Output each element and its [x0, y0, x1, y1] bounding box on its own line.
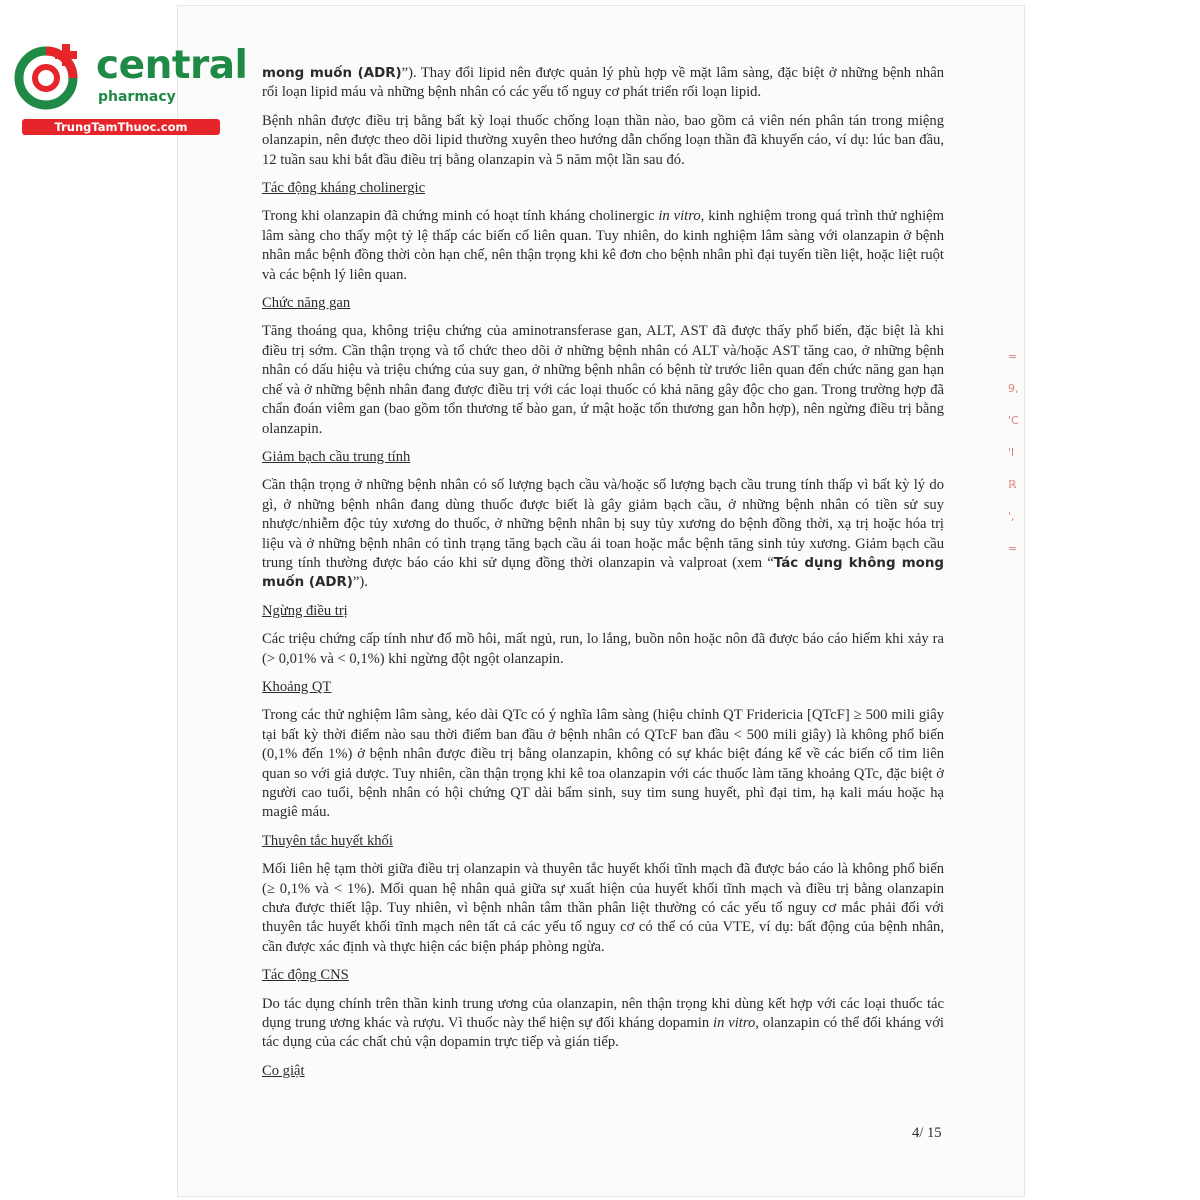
- paragraph-anticholinergic: [262, 207, 944, 285]
- brand-url: TrungTamThuoc.com: [22, 119, 220, 135]
- heading-liver-function: Chức năng gan: [262, 295, 351, 312]
- paragraph-neutropenia: [262, 476, 944, 592]
- paragraph-text: ”).: [352, 574, 368, 591]
- heading-thromboembolism: Thuyên tắc huyết khối: [262, 832, 393, 849]
- page-number: 4/ 15: [912, 1125, 942, 1141]
- italic-term: in vitro: [658, 208, 701, 225]
- paragraph-text: , kinh nghiệm trong quá trình thử nghiệm lâm sàng cho thấy một tỷ lệ thấp các biến cố liên quan. Tuy nhiên, do kinh nghiệm lâm sàng với olanzapin ở bệnh nhân mắc bệnh đồng thời còn hạn chế, nên thận trọng khi kê đơn cho bệnh nhân phì đại tuyến tiền liệt, hoặc liệt ruột và các bệnh lý liên quan.: [262, 208, 944, 283]
- paragraph-lipid-monitoring: Bệnh nhân được điều trị bằng bất kỳ loại thuốc chống loạn thần nào, bao gồm cả viên nén phân tán trong miệng olanzapin, nên được theo dõi lipid thường xuyên theo hướng dẫn chống loạn thần đã khuyến cáo, ví dụ: lúc ban đầu, 12 tuần sau khi bắt đầu điều trị bằng olanzapin và 5 năm một lần sau đó.: [262, 112, 944, 168]
- adr-reference: mong muốn (ADR): [262, 66, 402, 81]
- paragraph-cns-effects: [262, 995, 944, 1053]
- heading-anticholinergic: Tác động kháng cholinergic: [262, 180, 426, 197]
- paragraph-qt-interval: Trong các thử nghiệm lâm sàng, kéo dài QTc có ý nghĩa lâm sàng (hiệu chỉnh QT Fridericia [QTcF] ≥ 500 mili giây tại bất kỳ thời điểm nào sau thời điểm ban đầu ở bệnh nhân có QTcF ban đầu < 500 mili giây) là không phổ biến (0,1% đến 1%) ở bệnh nhân được điều trị bằng olanzapin, không có sự khác biệt đáng kể về các biến cố tim liên quan so với giả dược. Tuy nhiên, cần thận trọng khi kê toa olanzapin với các thuốc làm tăng khoảng QTc, đặc biệt ở người cao tuổi, bệnh nhân có hội chứng QT dài bẩm sinh, suy tim sung huyết, phì đại tim, hạ kali máu hoặc hạ magiê máu.: [262, 707, 944, 821]
- adr-reference: Tác dụng không mong muốn (ADR): [262, 555, 944, 591]
- heading-neutropenia: Giảm bạch cầu trung tính: [262, 448, 411, 465]
- heading-discontinuation: Ngừng điều trị: [262, 602, 348, 619]
- brand-name: central: [96, 43, 248, 88]
- margin-stamp-marks: = 9, 'C 'l ℝ ', =: [1008, 350, 1019, 555]
- paragraph-discontinuation: Các triệu chứng cấp tính như đổ mồ hôi, mất ngủ, run, lo lắng, buồn nôn hoặc nôn đã được báo cáo hiếm khi xảy ra (> 0,01% và < 0,1%) khi ngừng đột ngột olanzapin.: [262, 631, 944, 667]
- paragraph-text: ”). Thay đổi lipid nên được quản lý phù hợp về mặt lâm sàng, đặc biệt ở những bệnh nhân rối loạn lipid máu và những bệnh nhân có các yếu tố nguy cơ phát triển rối loạn lipid.: [262, 65, 944, 101]
- central-pharmacy-logo: [10, 38, 248, 138]
- heading-cns-effects: Tác động CNS: [262, 967, 349, 984]
- paragraph-liver-function: Tăng thoáng qua, không triệu chứng của aminotransferase gan, ALT, AST đã được thấy phổ biến, đặc biệt là khi điều trị sớm. Cần thận trọng và tổ chức theo dõi ở những bệnh nhân có ALT và/hoặc AST tăng cao, ở những bệnh nhân có dấu hiệu và triệu chứng của suy gan, ở những bệnh nhân có bệnh từ trước liên quan đến chức năng gan hạn chế và ở những bệnh nhân đang được điều trị với các loại thuốc có khả năng gây độc cho gan. Trong trường hợp đã chẩn đoán viêm gan (bao gồm tổn thương tế bào gan, ứ mật hoặc tổn thương gan hỗn hợp), nên ngừng điều trị bằng olanzapin.: [262, 323, 944, 437]
- italic-term: in vitro: [713, 1015, 756, 1032]
- paragraph-text: Cần thận trọng ở những bệnh nhân có số lượng bạch cầu và/hoặc số lượng bạch cầu trung tính thấp vì bất kỳ lý do gì, ở những bệnh nhân đang dùng thuốc được biết là gây giảm bạch cầu, ở những bệnh nhân có tiền sử suy nhược/nhiễm độc tủy xương do thuốc, ở những bệnh nhân bị suy tủy xương do bệnh đồng thời, xạ trị hoặc hóa trị liệu và ở những bệnh nhân có tình trạng tăng bạch cầu ái toan hoặc mắc bệnh tăng sinh tủy xương. Giảm bạch cầu trung tính thường được báo cáo khi sử dụng đồng thời olanzapin và valproat (xem “: [262, 477, 944, 571]
- document-body: [262, 64, 944, 1090]
- paragraph-text: Do tác dụng chính trên thần kinh trung ương của olanzapin, nên thận trọng khi dùng kết hợp với các loại thuốc tác dụng trung ương khác và rượu. Vì thuốc này thể hiện sự đối kháng dopamin: [262, 995, 944, 1032]
- heading-seizures: Co giật: [262, 1062, 305, 1079]
- paragraph-text: Trong khi olanzapin đã chứng minh có hoạt tính kháng cholinergic: [262, 208, 659, 225]
- paragraph-thromboembolism: Mối liên hệ tạm thời giữa điều trị olanzapin và thuyên tắc huyết khối tĩnh mạch đã được báo cáo là không phổ biến (≥ 0,1% và < 1%). Mối quan hệ nhân quả giữa sự xuất hiện của huyết khối tĩnh mạch và điều trị bằng olanzapin chưa được thiết lập. Tuy nhiên, vì bệnh nhân tâm thần phân liệt thường có các yếu tố nguy cơ mắc phải đối với thuyên tắc huyết khối tĩnh mạch nên tất cả các yếu tố nguy cơ có thể có của VTE, ví dụ: bất động của bệnh nhân, cần được xác định và thực hiện các biện pháp phòng ngừa.: [262, 861, 944, 955]
- pharmacy-logo-icon: [10, 38, 90, 118]
- brand-subtitle: pharmacy: [98, 89, 176, 105]
- heading-qt-interval: Khoảng QT: [262, 678, 332, 695]
- paragraph-text: , olanzapin có thể đối kháng với tác dụng của các chất chủ vận dopamin trực tiếp và gián tiếp.: [262, 1015, 944, 1051]
- paragraph-lipid: [262, 64, 944, 103]
